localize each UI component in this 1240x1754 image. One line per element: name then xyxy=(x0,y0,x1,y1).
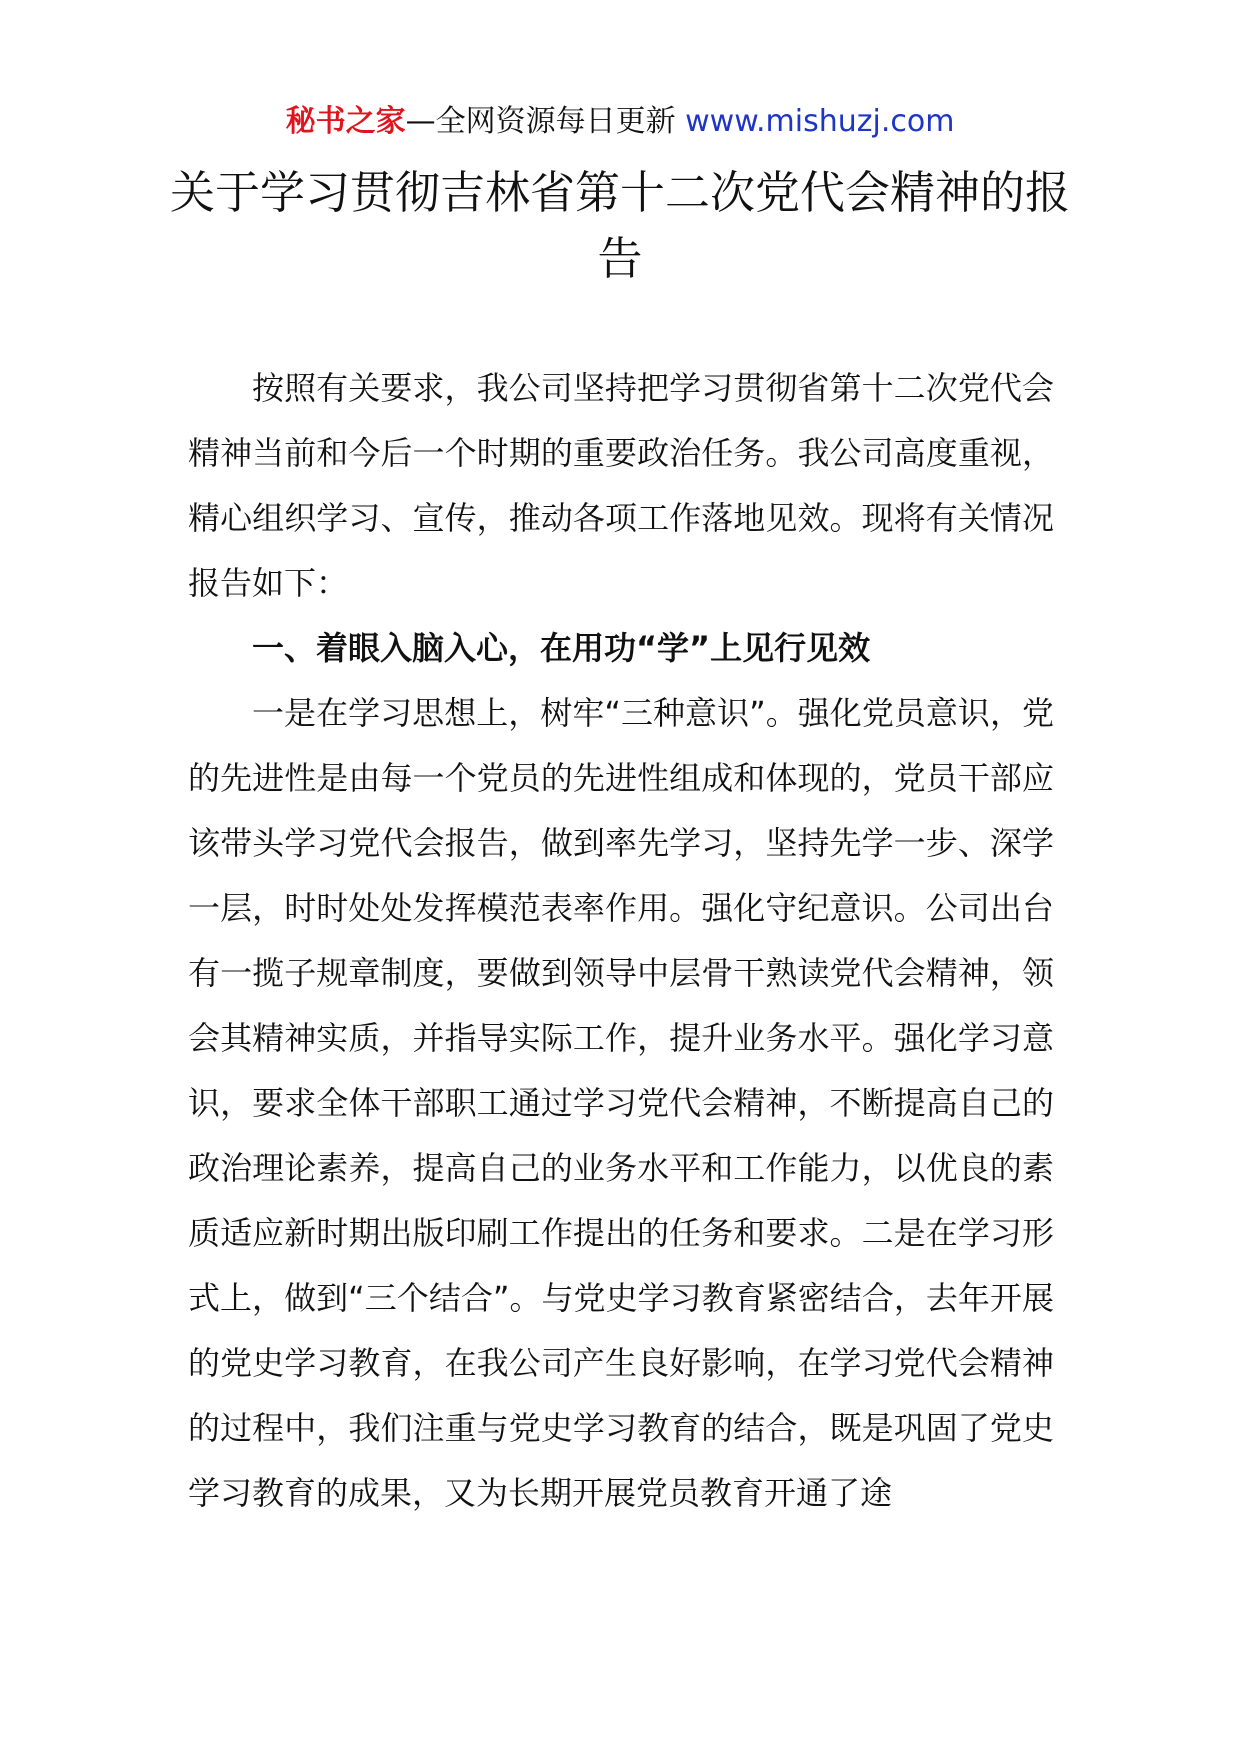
site-url-link[interactable]: www.mishuzj.com xyxy=(685,104,955,139)
site-header xyxy=(0,100,1240,144)
header-tagline: —全网资源每日更新 xyxy=(405,104,686,139)
document-title: 关于学习贯彻吉林省第十二次党代会精神的报告 xyxy=(169,166,1070,285)
document-body xyxy=(188,356,1054,1526)
paragraph-section-1: 一是在学习思想上，树牢“三种意识”。强化党员意识，党的先进性是由每一个党员的先进性组成和体现的，党员干部应该带头学习党代会报告，做到率先学习，坚持先学一步、深学一层，时时处处发挥模范表率作用。强化守纪意识。公司出台有一揽子规章制度，要做到领导中层骨干熟读党代会精神，领会其精神实质，并指导实际工作，提升业务水平。强化学习意识，要求全体干部职工通过学习党代会精神，不断提高自己的政治理论素养，提高自己的业务水平和工作能力，以优良的素质适应新时期出版印刷工作提出的任务和要求。二是在学习形式上，做到“三个结合”。与党史学习教育紧密结合，去年开展的党史学习教育，在我公司产生良好影响，在学习党代会精神的过程中，我们注重与党史学习教育的结合，既是巩固了党史学习教育的成果，又为长期开展党员教育开通了途 xyxy=(188,694,1054,1512)
paragraph-intro: 按照有关要求，我公司坚持把学习贯彻省第十二次党代会精神当前和今后一个时期的重要政治任务。我公司高度重视，精心组织学习、宣传，推动各项工作落地见效。现将有关情况报告如下： xyxy=(188,369,1054,602)
brand-name: 秘书之家 xyxy=(285,104,406,139)
section-heading-1: 一、着眼入脑入心，在用功“学”上见行见效 xyxy=(252,629,871,667)
